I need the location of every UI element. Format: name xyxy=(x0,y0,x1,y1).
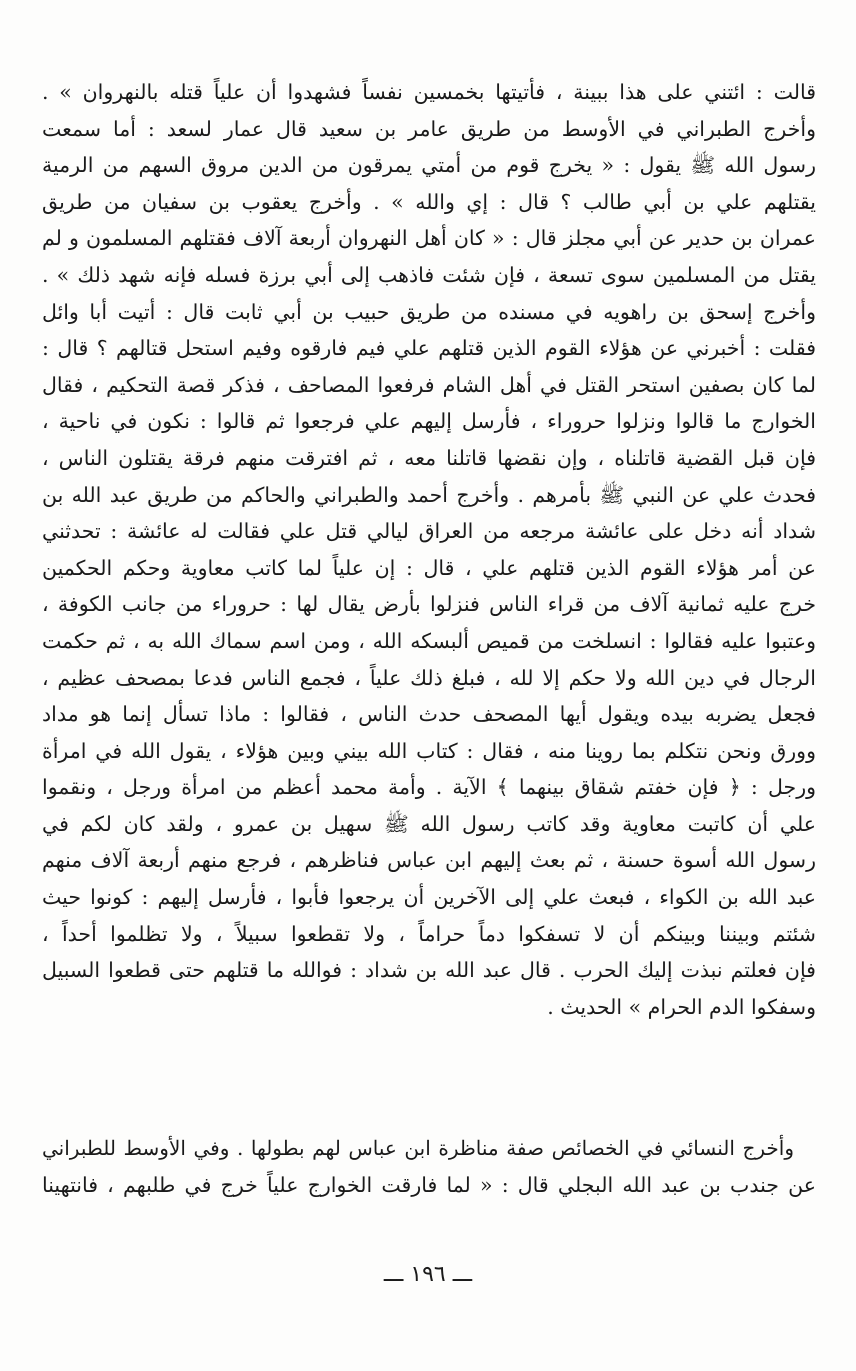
second-paragraph xyxy=(42,1130,816,1203)
text-line-1: قالت : ائتني على هذا ببينة ، فأتيتها بخمسين نفساً فشهدوا أن علياً قتله بالنهروان » . xyxy=(42,80,816,104)
text-line-20: ورجل : ﴿ فإن خفتم شقاق بينهما ﴾ الآية . وأمة محمد أعظم من امرأة ورجل ، ونقموا xyxy=(42,775,816,800)
text-line-5: عمران بن حدير عن أبي مجلز قال : « كان أهل النهروان أربعة آلاف فقتلهم المسلمون و لم xyxy=(42,226,816,251)
text-line-8: فقلت : أخبرني عن هؤلاء القوم الذين قتلهم علي فيم فارقوه وفيم استحل قتالهم ؟ قال : xyxy=(42,336,816,361)
text-line-27: وأخرج النسائي في الخصائص صفة مناظرة ابن عباس لهم بطولها . وفي الأوسط للطبراني xyxy=(42,1136,794,1160)
text-line-18: فجعل يضربه بيده ويقول أيها المصحف حدث الناس ، فقالوا : ماذا تسأل إنما هو مداد xyxy=(42,702,816,727)
text-line-19: وورق ونحن نتكلم بما روينا منه ، فقال : كتاب الله بيني وبين هؤلاء ، يقول الله في امرأة xyxy=(42,738,816,763)
text-line-11: فإن قبل القضية قاتلناه ، وإن نقضها قاتلنا معه ، ثم افترقت منهم فرقة يقتلون الناس ، xyxy=(42,445,816,470)
text-line-28: عن جندب بن عبد الله البجلي قال : « لما فارقت الخوارج علياً خرج في طلبهم ، فانتهينا xyxy=(42,1172,816,1197)
text-line-13: شداد أنه دخل على عائشة مرجعه من العراق ليالي قتل علي فقالت له عائشة : تحدثني xyxy=(42,519,816,544)
text-line-26: وسفكوا الدم الحرام » الحديث . xyxy=(547,994,816,1019)
text-line-16: وعتبوا عليه فقالوا : انسلخت من قميص ألبسكه الله ، ومن اسم سماك الله به ، ثم حكمت xyxy=(42,628,816,653)
text-line-25: فإن فعلتم نبذت إليك الحرب . قال عبد الله بن شداد : فوالله ما قتلهم حتى قطعوا السبيل xyxy=(42,958,816,983)
text-line-24: شئتم وبيننا وبينكم أن لا تسفكوا دماً حراماً ، ولا تقطعوا سبيلاً ، ولا تظلموا أحداً ، xyxy=(42,921,816,946)
text-line-17: الرجال في دين الله ولا حكم إلا لله ، فبلغ ذلك علياً ، فجمع الناس فدعا بمصحف عظيم ، xyxy=(42,665,816,690)
text-line-23: عبد الله بن الكواء ، فبعث علي إلى الآخرين أن يرجعوا فأبوا ، فأرسل إليهم : كونوا حيث xyxy=(42,885,816,910)
text-line-10: الخوارج ما قالوا ونزلوا حروراء ، فأرسل إليهم علي فرجعوا ثم قالوا : نكون في ناحية ، xyxy=(42,409,816,434)
text-line-7: وأخرج إسحق بن راهويه في مسنده من طريق حبيب بن أبي ثابت قال : أتيت أبا وائل xyxy=(42,299,816,324)
main-paragraph xyxy=(42,74,816,1025)
text-line-3: رسول الله ﷺ يقول : « يخرج قوم من أمتي يمرقون من الدين مروق السهم من الرمية xyxy=(42,153,816,178)
page-number: ـــ ١٩٦ ـــ xyxy=(383,1262,473,1287)
text-line-15: خرج عليه ثمانية آلاف من قراء الناس فنزلوا بأرض يقال لها : حروراء من جانب الكوفة ، xyxy=(42,592,816,617)
text-line-12: فحدث علي عن النبي ﷺ بأمرهم . وأخرج أحمد والطبراني والحاكم من طريق عبد الله بن xyxy=(42,482,816,507)
text-line-22: رسول الله أسوة حسنة ، ثم بعث إليهم ابن عباس فناظرهم ، فرجع منهم أربعة آلاف منهم xyxy=(42,848,816,873)
text-line-21: علي أن كاتبت معاوية وقد كاتب رسول الله ﷺ سهيل بن عمرو ، ولقد كان لكم في xyxy=(42,811,816,836)
text-line-6: يقتل من المسلمين سوى تسعة ، فإن شئت فاذهب إلى أبي برزة فسله فإنه شهد ذلك » . xyxy=(42,262,816,287)
text-line-2: وأخرج الطبراني في الأوسط من طريق عامر بن سعيد قال عمار لسعد : أما سمعت xyxy=(42,116,816,141)
text-line-4: يقتلهم علي بن أبي طالب ؟ قال : إي والله » . وأخرج يعقوب بن سفيان من طريق xyxy=(42,189,816,214)
text-line-14: عن أمر هؤلاء القوم الذين قتلهم علي ، قال : إن علياً لما كاتب معاوية وحكم الحكمين xyxy=(42,555,816,580)
text-line-9: لما كان بصفين استحر القتل في أهل الشام فرفعوا المصاحف ، فذكر قصة التحكيم ، فقال xyxy=(42,372,816,397)
